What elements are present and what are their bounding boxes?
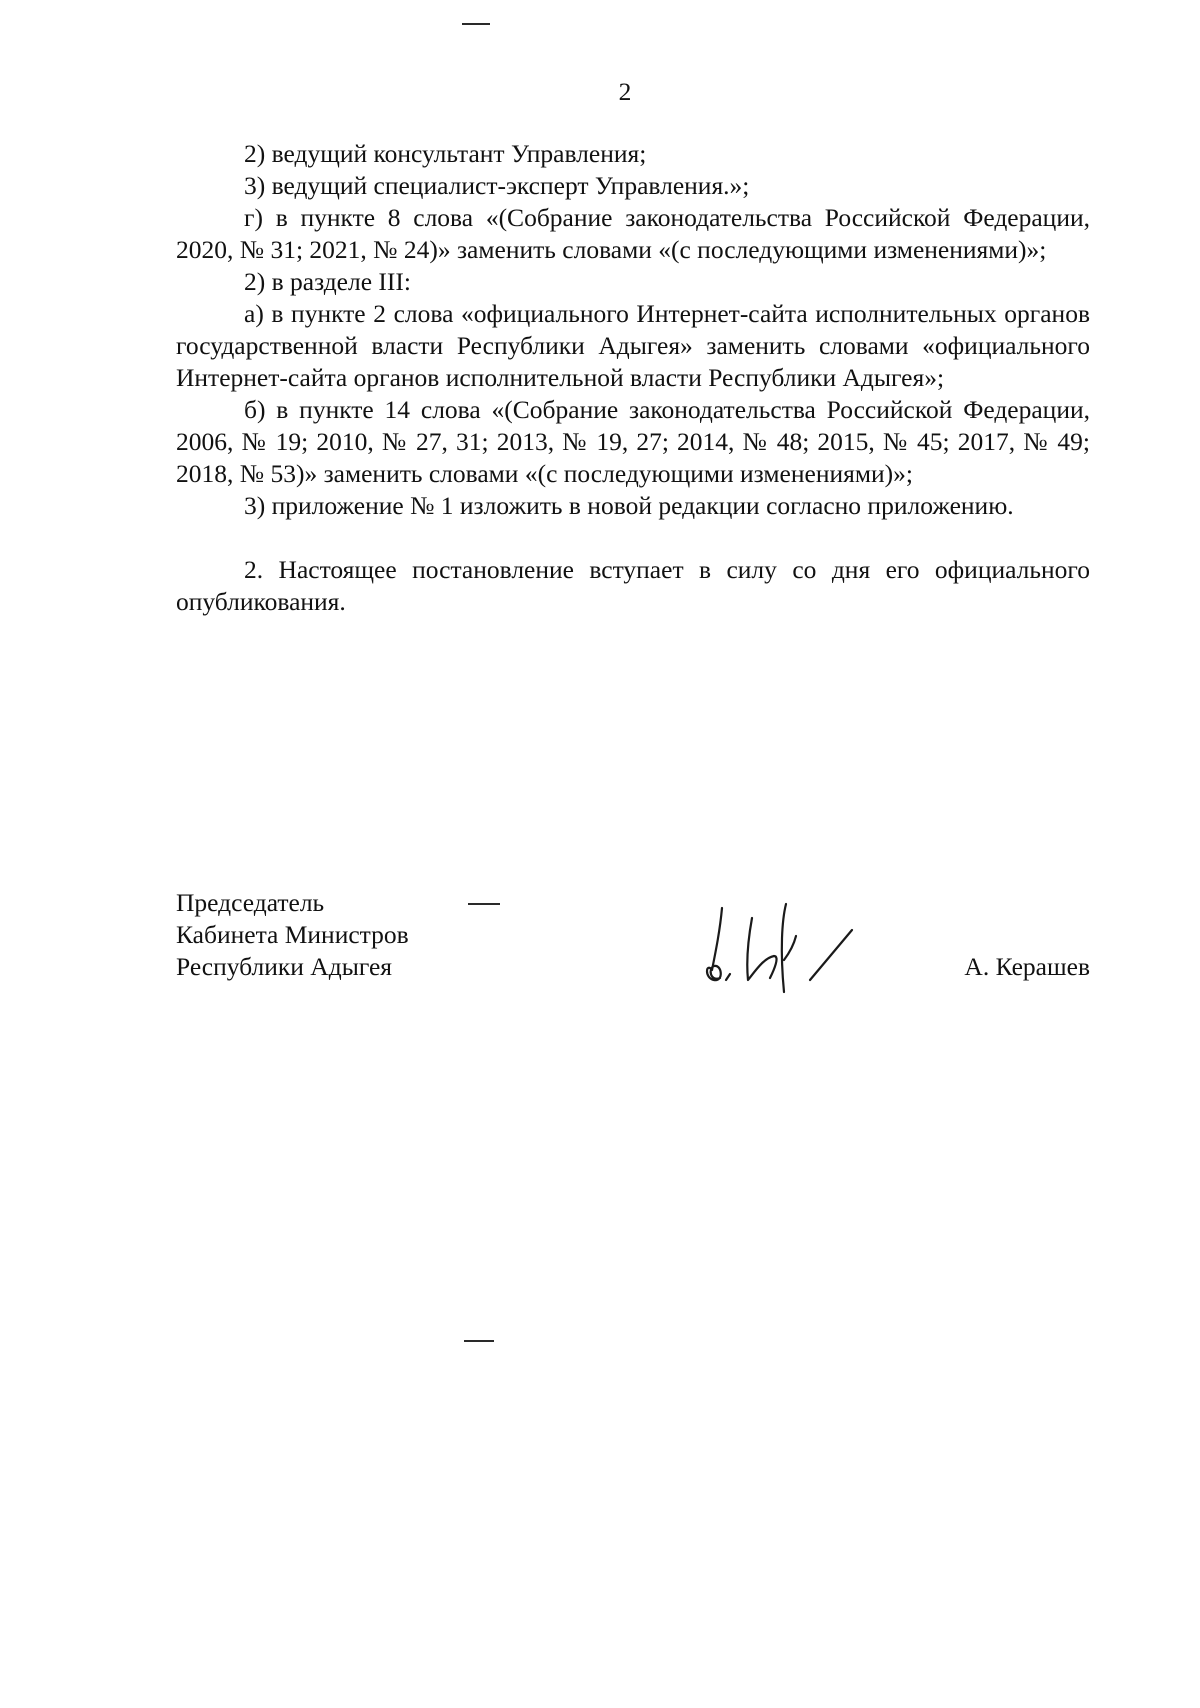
paragraph-5: а) в пункте 2 слова «официального Интернет-сайта исполнительных органов государственной власти Республики Адыгея» заменить словами «официального Интернет-сайта органов исполнительной власти Республики Адыгея»;: [176, 299, 1090, 392]
paragraph-7: 3) приложение № 1 изложить в новой редакции согласно приложению.: [244, 491, 1014, 520]
document-body: [176, 138, 1090, 618]
paragraph-3: г) в пункте 8 слова «(Собрание законодательства Российской Федерации, 2020, № 31; 2021, № 24)» заменить словами «(с последующими изменениями)»;: [176, 203, 1090, 264]
paragraph-4: 2) в разделе III:: [244, 267, 411, 296]
signatory-title-line-3: Республики Адыгея: [176, 952, 392, 981]
page-number: 2: [618, 77, 632, 106]
paragraph-1: 2) ведущий консультант Управления;: [244, 139, 647, 168]
signatory-title: [176, 887, 496, 983]
registration-mark-top: [462, 23, 490, 25]
handwritten-signature: [700, 900, 880, 995]
registration-mark-bottom: [464, 1340, 494, 1342]
signatory-title-line-1: Председатель: [176, 888, 325, 917]
paragraph-6: б) в пункте 14 слова «(Собрание законодательства Российской Федерации, 2006, № 19; 2010, № 27, 31; 2013, № 19, 27; 2014, № 48; 2015, № 45; 2017, № 49; 2018, № 53)» заменить словами «(с последующими изменениями)»;: [176, 395, 1090, 488]
paragraph-2: 3) ведущий специалист-эксперт Управления.»;: [244, 171, 750, 200]
signatory-name: А. Керашев: [964, 952, 1090, 981]
signatory-title-line-2: Кабинета Министров: [176, 920, 409, 949]
paragraph-8: 2. Настоящее постановление вступает в силу со дня его официального опубликования.: [176, 555, 1090, 616]
